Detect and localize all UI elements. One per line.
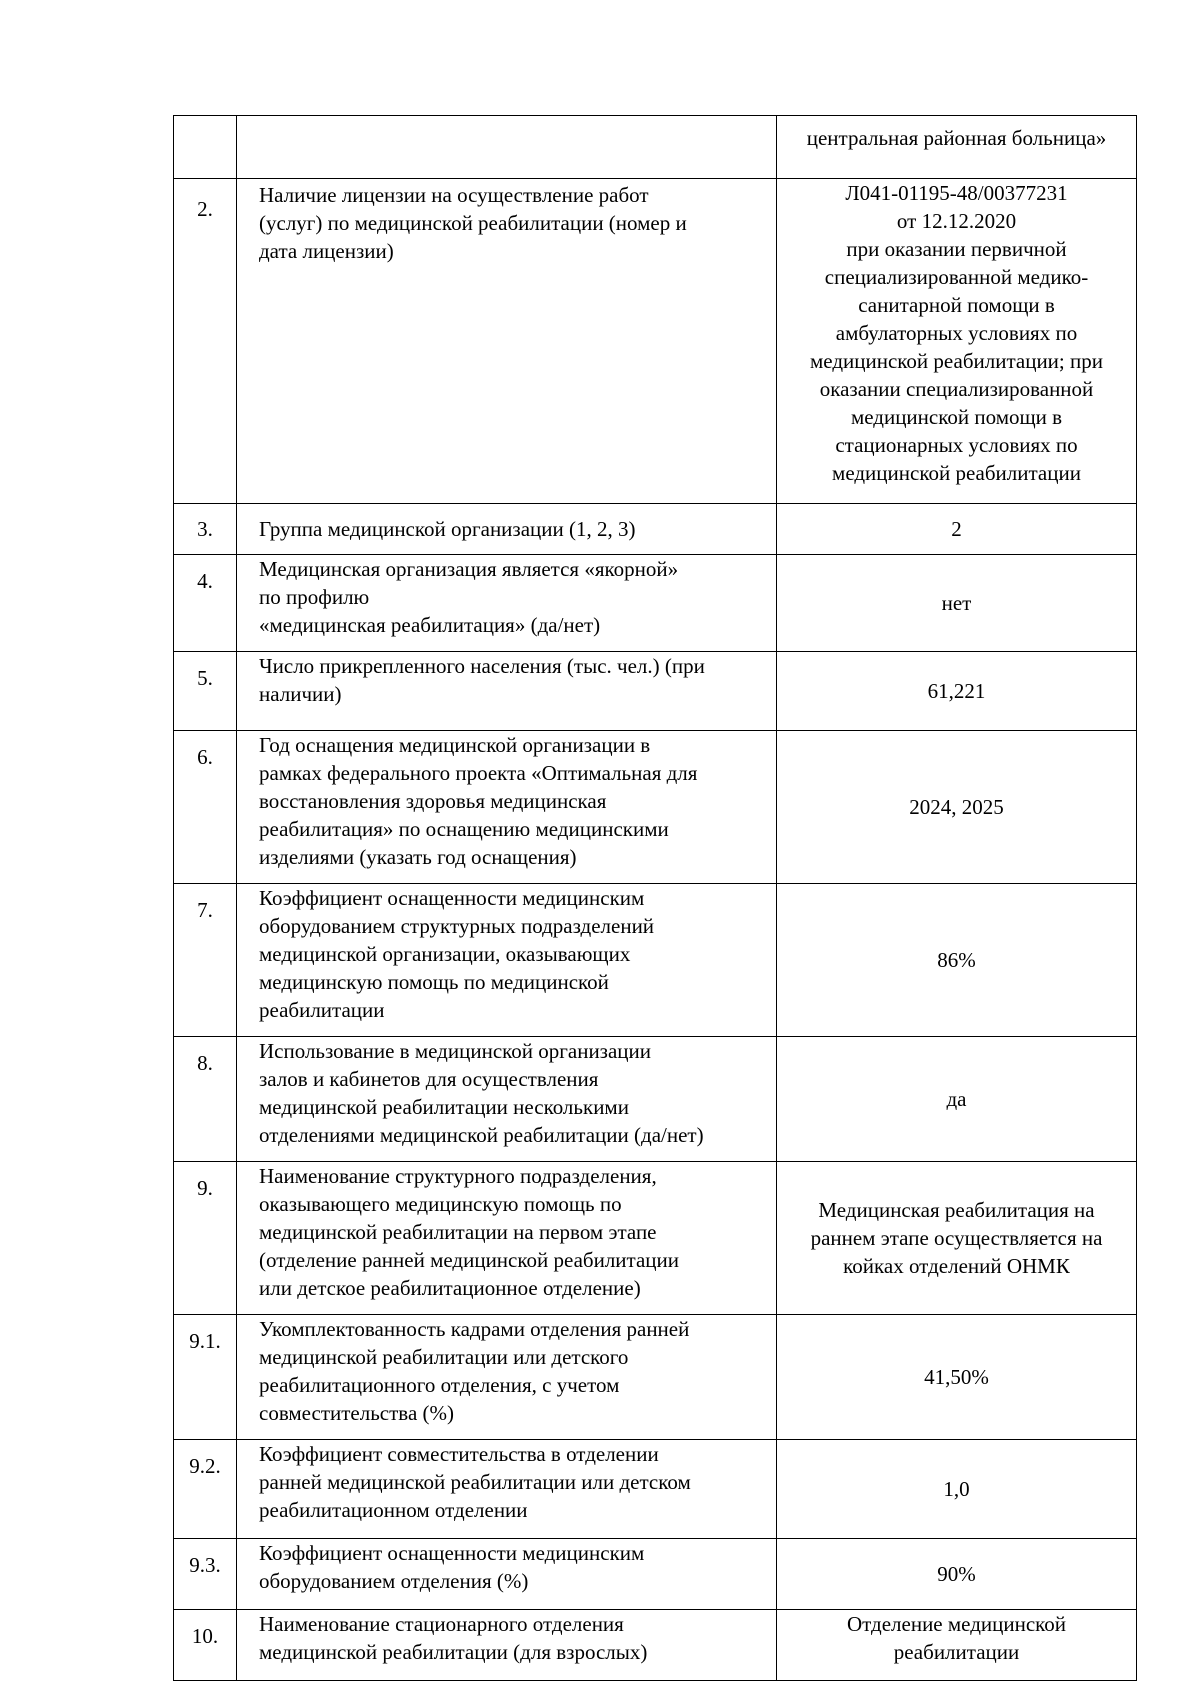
table-row — [174, 179, 1137, 504]
row-number: 5. — [174, 652, 237, 731]
table-row — [174, 1610, 1137, 1681]
value-cell: 2 — [777, 504, 1137, 555]
row-number: 3. — [174, 504, 237, 555]
parameter-cell: Наименование структурного подразделения, оказывающего медицинскую помощь по медицинской реабилитации на первом этапе (отделение ранней медицинской реабилитации или детское реабилитационное отделение) — [237, 1162, 777, 1315]
value-cell: 41,50% — [777, 1315, 1137, 1440]
table-row — [174, 555, 1137, 652]
row-number: 8. — [174, 1037, 237, 1162]
parameter-cell — [237, 116, 777, 179]
value-cell: центральная районная больница» — [777, 116, 1137, 179]
table-row — [174, 1162, 1137, 1315]
parameter-cell: Коэффициент совместительства в отделении ранней медицинской реабилитации или детском реабилитационном отделении — [237, 1440, 777, 1539]
value-cell: Л041-01195-48/00377231 от 12.12.2020 при оказании первичной специализированной медико- санитарной помощи в амбулаторных условиях по медицинской реабилитации; при оказании специализированной медицинской помощи в стационарных условиях по медицинской реабилитации — [777, 179, 1137, 504]
row-number: 9. — [174, 1162, 237, 1315]
value-cell: 2024, 2025 — [777, 731, 1137, 884]
parameter-cell: Наименование стационарного отделения медицинской реабилитации (для взрослых) — [237, 1610, 777, 1681]
table-row — [174, 884, 1137, 1037]
parameter-cell: Коэффициент оснащенности медицинским оборудованием структурных подразделений медицинской организации, оказывающих медицинскую помощь по медицинской реабилитации — [237, 884, 777, 1037]
value-cell: Отделение медицинской реабилитации — [777, 1610, 1137, 1681]
parameter-cell: Коэффициент оснащенности медицинским оборудованием отделения (%) — [237, 1539, 777, 1610]
document-table — [173, 115, 1137, 1681]
table-row — [174, 116, 1137, 179]
row-number — [174, 116, 237, 179]
value-cell: 86% — [777, 884, 1137, 1037]
row-number: 7. — [174, 884, 237, 1037]
value-cell: да — [777, 1037, 1137, 1162]
table-row — [174, 731, 1137, 884]
value-cell: 61,221 — [777, 652, 1137, 731]
row-number: 9.3. — [174, 1539, 237, 1610]
value-cell: Медицинская реабилитация на раннем этапе осуществляется на койках отделений ОНМК — [777, 1162, 1137, 1315]
parameter-cell: Год оснащения медицинской организации в рамках федерального проекта «Оптимальная для восстановления здоровья медицинская реабилитация» по оснащению медицинскими изделиями (указать год оснащения) — [237, 731, 777, 884]
row-number: 9.2. — [174, 1440, 237, 1539]
row-number: 2. — [174, 179, 237, 504]
value-cell: 90% — [777, 1539, 1137, 1610]
row-number: 10. — [174, 1610, 237, 1681]
parameter-cell: Наличие лицензии на осуществление работ (услуг) по медицинской реабилитации (номер и дата лицензии) — [237, 179, 777, 504]
row-number: 9.1. — [174, 1315, 237, 1440]
parameter-cell: Использование в медицинской организации залов и кабинетов для осуществления медицинской реабилитации несколькими отделениями медицинской реабилитации (да/нет) — [237, 1037, 777, 1162]
table-row — [174, 1539, 1137, 1610]
row-number: 6. — [174, 731, 237, 884]
table-row — [174, 1037, 1137, 1162]
parameter-cell: Число прикрепленного населения (тыс. чел.) (при наличии) — [237, 652, 777, 731]
parameter-cell: Укомплектованность кадрами отделения ранней медицинской реабилитации или детского реабилитационного отделения, с учетом совместительства (%) — [237, 1315, 777, 1440]
value-cell: 1,0 — [777, 1440, 1137, 1539]
table-row — [174, 504, 1137, 555]
table-row — [174, 1440, 1137, 1539]
table-row — [174, 1315, 1137, 1440]
table-row — [174, 652, 1137, 731]
parameter-cell: Медицинская организация является «якорной» по профилю «медицинская реабилитация» (да/нет) — [237, 555, 777, 652]
row-number: 4. — [174, 555, 237, 652]
value-cell: нет — [777, 555, 1137, 652]
parameter-cell: Группа медицинской организации (1, 2, 3) — [237, 504, 777, 555]
